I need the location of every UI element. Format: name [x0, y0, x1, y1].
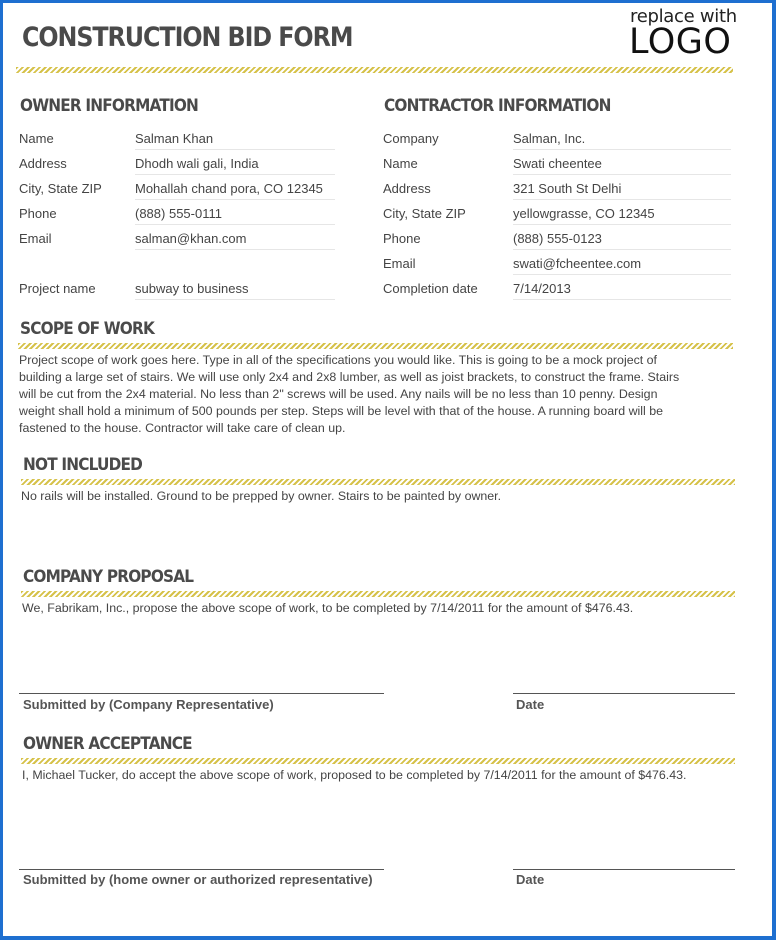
contractor-company-label: Company — [383, 131, 439, 146]
completion-date-value[interactable]: 7/14/2013 — [513, 281, 731, 300]
owner-name-label: Name — [19, 131, 54, 146]
scope-divider — [18, 343, 733, 349]
not-included-divider — [21, 479, 735, 485]
proposal-date-label: Date — [516, 697, 545, 712]
contractor-email-label: Email — [383, 256, 416, 271]
not-included-text[interactable]: No rails will be installed. Ground to be prepped by owner. Stairs to be painted by owner. — [21, 489, 502, 503]
logo-placeholder-line1: replace with — [630, 6, 737, 27]
completion-date-label: Completion date — [383, 281, 478, 296]
scope-line: building a large set of stairs. We will use only 2x4 and 2x8 lumber, as well as joist brackets, to construct the frame. Stairs — [19, 370, 680, 384]
project-name-value[interactable]: subway to business — [135, 281, 335, 300]
proposal-signature-line[interactable] — [19, 693, 384, 694]
owner-heading: OWNER INFORMATION — [20, 96, 199, 116]
proposal-divider — [21, 591, 735, 597]
contractor-name-label: Name — [383, 156, 418, 171]
scope-text[interactable] — [19, 352, 739, 437]
acceptance-text[interactable]: I, Michael Tucker, do accept the above scope of work, proposed to be completed by 7/14/2011 for the amount of $476.43. — [22, 768, 687, 782]
proposal-heading: COMPANY PROPOSAL — [23, 567, 194, 587]
acceptance-date-line[interactable] — [513, 869, 735, 870]
scope-heading: SCOPE OF WORK — [20, 319, 155, 339]
not-included-heading: NOT INCLUDED — [23, 455, 143, 475]
logo-placeholder-line2: LOGO — [629, 22, 732, 62]
title-divider — [16, 67, 733, 73]
owner-name-value[interactable]: Salman Khan — [135, 131, 335, 150]
acceptance-signature-line[interactable] — [19, 869, 384, 870]
contractor-address-value[interactable]: 321 South St Delhi — [513, 181, 731, 200]
contractor-email-value[interactable]: swati@fcheentee.com — [513, 256, 731, 275]
owner-phone-value[interactable]: (888) 555-0111 — [135, 206, 335, 225]
proposal-text[interactable]: We, Fabrikam, Inc., propose the above scope of work, to be completed by 7/14/2011 for the amount of $476.43. — [22, 601, 634, 615]
acceptance-divider — [21, 758, 735, 764]
contractor-heading: CONTRACTOR INFORMATION — [384, 96, 611, 116]
contractor-city-value[interactable]: yellowgrasse, CO 12345 — [513, 206, 731, 225]
scope-line: Project scope of work goes here. Type in all of the specifications you would like. This is going to be a mock project of — [19, 353, 657, 367]
contractor-city-label: City, State ZIP — [383, 206, 466, 221]
acceptance-heading: OWNER ACCEPTANCE — [23, 734, 192, 754]
owner-address-value[interactable]: Dhodh wali gali, India — [135, 156, 335, 175]
owner-city-value[interactable]: Mohallah chand pora, CO 12345 — [135, 181, 335, 200]
proposal-date-line[interactable] — [513, 693, 735, 694]
proposal-signer-label: Submitted by (Company Representative) — [23, 697, 274, 712]
project-name-label: Project name — [19, 281, 96, 296]
contractor-address-label: Address — [383, 181, 431, 196]
acceptance-signer-label: Submitted by (home owner or authorized representative) — [23, 872, 373, 887]
owner-phone-label: Phone — [19, 206, 57, 221]
contractor-phone-label: Phone — [383, 231, 421, 246]
acceptance-date-label: Date — [516, 872, 545, 887]
contractor-company-value[interactable]: Salman, Inc. — [513, 131, 731, 150]
owner-email-label: Email — [19, 231, 52, 246]
contractor-name-value[interactable]: Swati cheentee — [513, 156, 731, 175]
scope-line: will be cut from the 2x4 material. No less than 2" screws will be used. Any nails will be no less than 10 penny. Design — [19, 387, 658, 401]
scope-line: weight shall hold a minimum of 500 pounds per step. Steps will be level with that of the house. A running board will be — [19, 404, 664, 418]
form-title: CONSTRUCTION BID FORM — [22, 22, 353, 53]
owner-email-value[interactable]: salman@khan.com — [135, 231, 335, 250]
owner-city-label: City, State ZIP — [19, 181, 102, 196]
scope-line: fastened to the house. Contractor will take care of clean up. — [19, 421, 346, 435]
contractor-phone-value[interactable]: (888) 555-0123 — [513, 231, 731, 250]
owner-address-label: Address — [19, 156, 67, 171]
